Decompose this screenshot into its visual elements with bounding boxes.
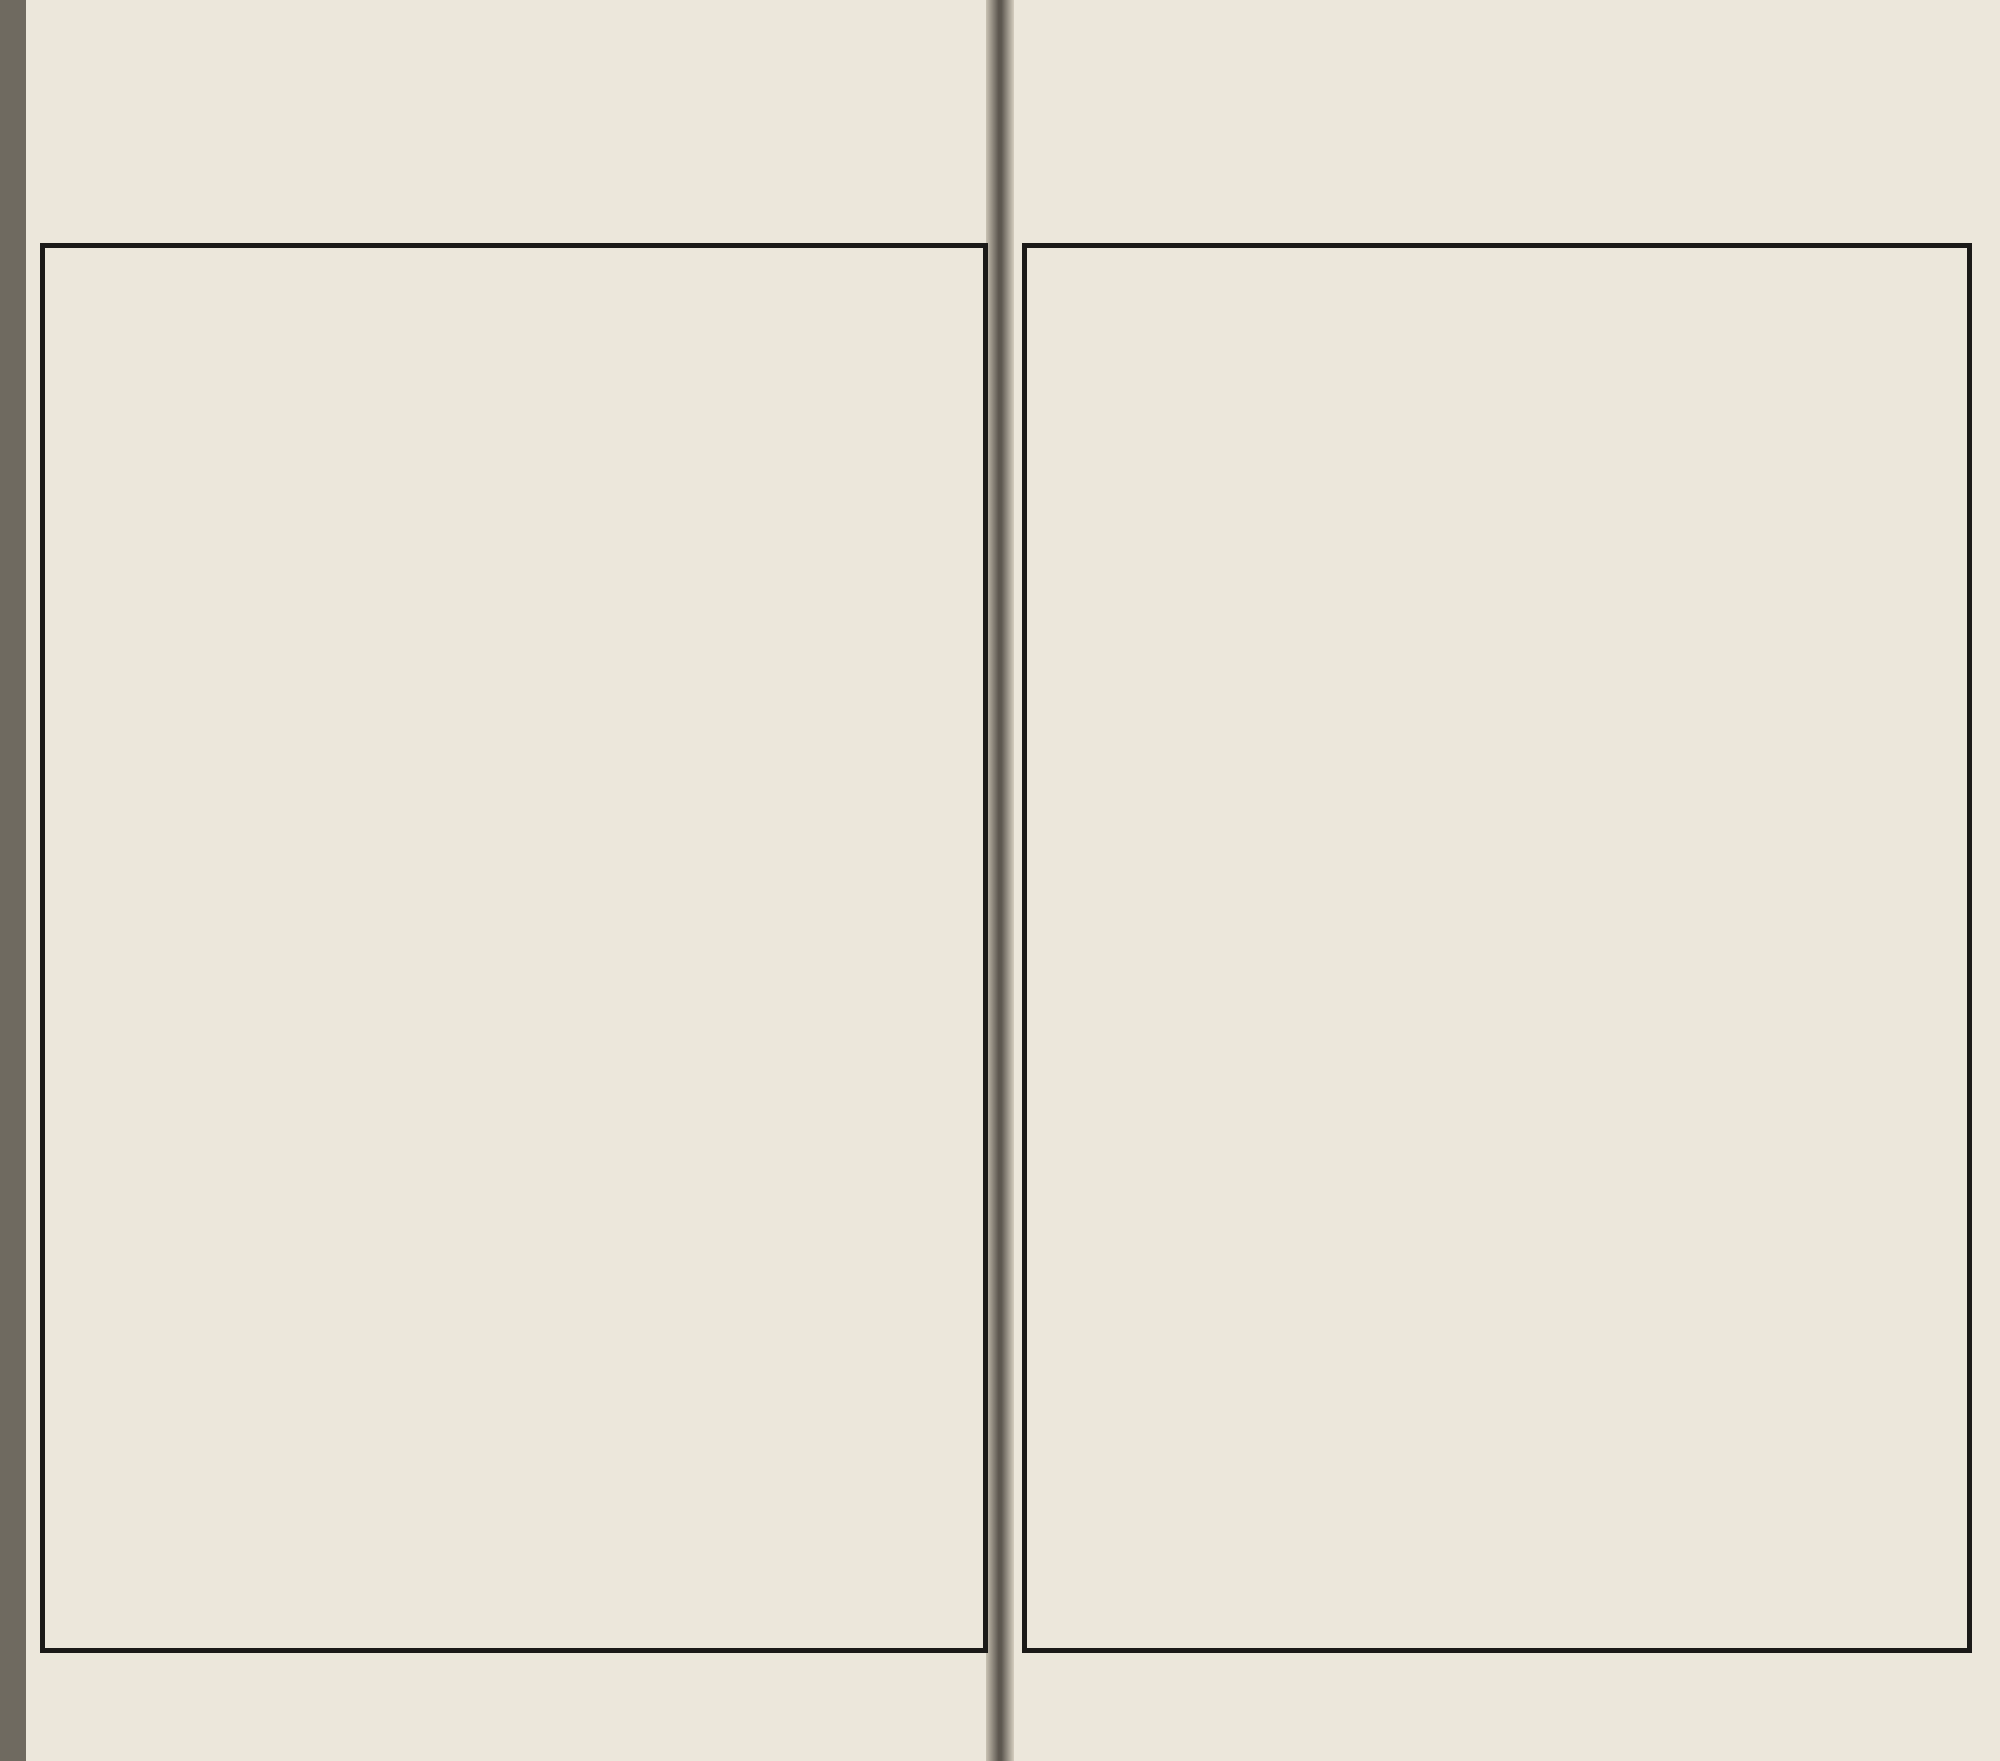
book-spine [986, 0, 1014, 1761]
left-page-frame [40, 243, 988, 1653]
right-page-frame [1022, 243, 1972, 1653]
